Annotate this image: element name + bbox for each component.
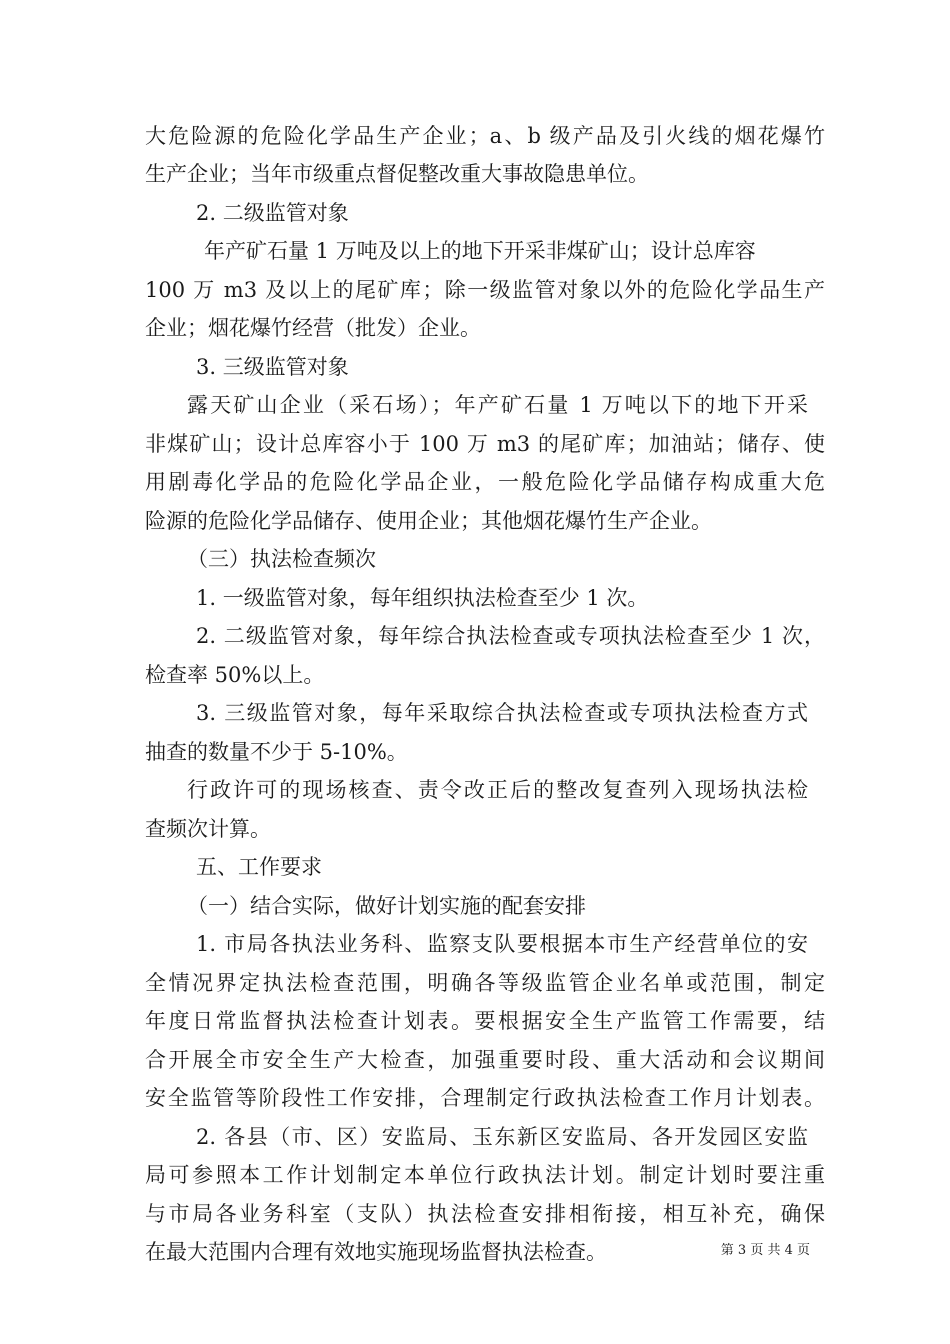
paragraph-line: 生产企业；当年市级重点督促整改重大事故隐患单位。 (145, 162, 649, 186)
paragraph-line: 露天矿山企业（采石场）；年产矿石量 1 万吨以下的地下开采 (187, 393, 808, 417)
paragraph-line: 年度日常监督执法检查计划表。要根据安全生产监管工作需要，结 (145, 1009, 825, 1033)
paragraph-line: 安全监管等阶段性工作安排，合理制定行政执法检查工作月计划表。 (145, 1086, 825, 1110)
paragraph-line: 用剧毒化学品的危险化学品企业，一般危险化学品储存构成重大危 (145, 470, 825, 494)
section-heading: 3. 三级监管对象 (196, 355, 349, 379)
paragraph-line: 3. 三级监管对象，每年采取综合执法检查或专项执法检查方式 (196, 701, 808, 725)
paragraph-line: 企业；烟花爆竹经营（批发）企业。 (145, 316, 481, 340)
paragraph-line: 100 万 m3 及以上的尾矿库；除一级监管对象以外的危险化学品生产 (145, 278, 825, 302)
section-heading: 2. 二级监管对象 (196, 201, 349, 225)
paragraph-line: 险源的危险化学品储存、使用企业；其他烟花爆竹生产企业。 (145, 509, 712, 533)
paragraph-line: 抽查的数量不少于 5-10%。 (145, 740, 408, 764)
paragraph-line: 非煤矿山；设计总库容小于 100 万 m3 的尾矿库；加油站；储存、使 (145, 432, 825, 456)
paragraph-line: 检查率 50%以上。 (145, 663, 325, 687)
paragraph-line: 局可参照本工作计划制定本单位行政执法计划。制定计划时要注重 (145, 1163, 825, 1187)
paragraph-line: 查频次计算。 (145, 817, 271, 841)
paragraph-line: 年产矿石量 1 万吨及以上的地下开采非煤矿山；设计总库容 (204, 239, 756, 263)
page-number: 第 3 页 共 4 页 (720, 1243, 810, 1258)
paragraph-line: 行政许可的现场核查、责令改正后的整改复查列入现场执法检 (187, 778, 808, 802)
section-heading: （一）结合实际，做好计划实施的配套安排 (187, 894, 586, 918)
paragraph-line: 1. 一级监管对象，每年组织执法检查至少 1 次。 (196, 586, 649, 610)
paragraph-line: 与市局各业务科室（支队）执法检查安排相衔接，相互补充，确保 (145, 1202, 825, 1226)
paragraph-line: 2. 二级监管对象，每年综合执法检查或专项执法检查至少 1 次， (196, 624, 825, 648)
paragraph-line: 在最大范围内合理有效地实施现场监督执法检查。 (145, 1240, 607, 1264)
section-heading: （三）执法检查频次 (187, 547, 376, 571)
paragraph-line: 大危险源的危险化学品生产企业；a、b 级产品及引火线的烟花爆竹 (145, 124, 825, 148)
paragraph-line: 1. 市局各执法业务科、监察支队要根据本市生产经营单位的安 (196, 932, 808, 956)
section-heading: 五、工作要求 (196, 855, 322, 879)
paragraph-line: 全情况界定执法检查范围，明确各等级监管企业名单或范围，制定 (145, 971, 825, 995)
paragraph-line: 2. 各县（市、区）安监局、玉东新区安监局、各开发园区安监 (196, 1125, 808, 1149)
paragraph-line: 合开展全市安全生产大检查，加强重要时段、重大活动和会议期间 (145, 1048, 825, 1072)
